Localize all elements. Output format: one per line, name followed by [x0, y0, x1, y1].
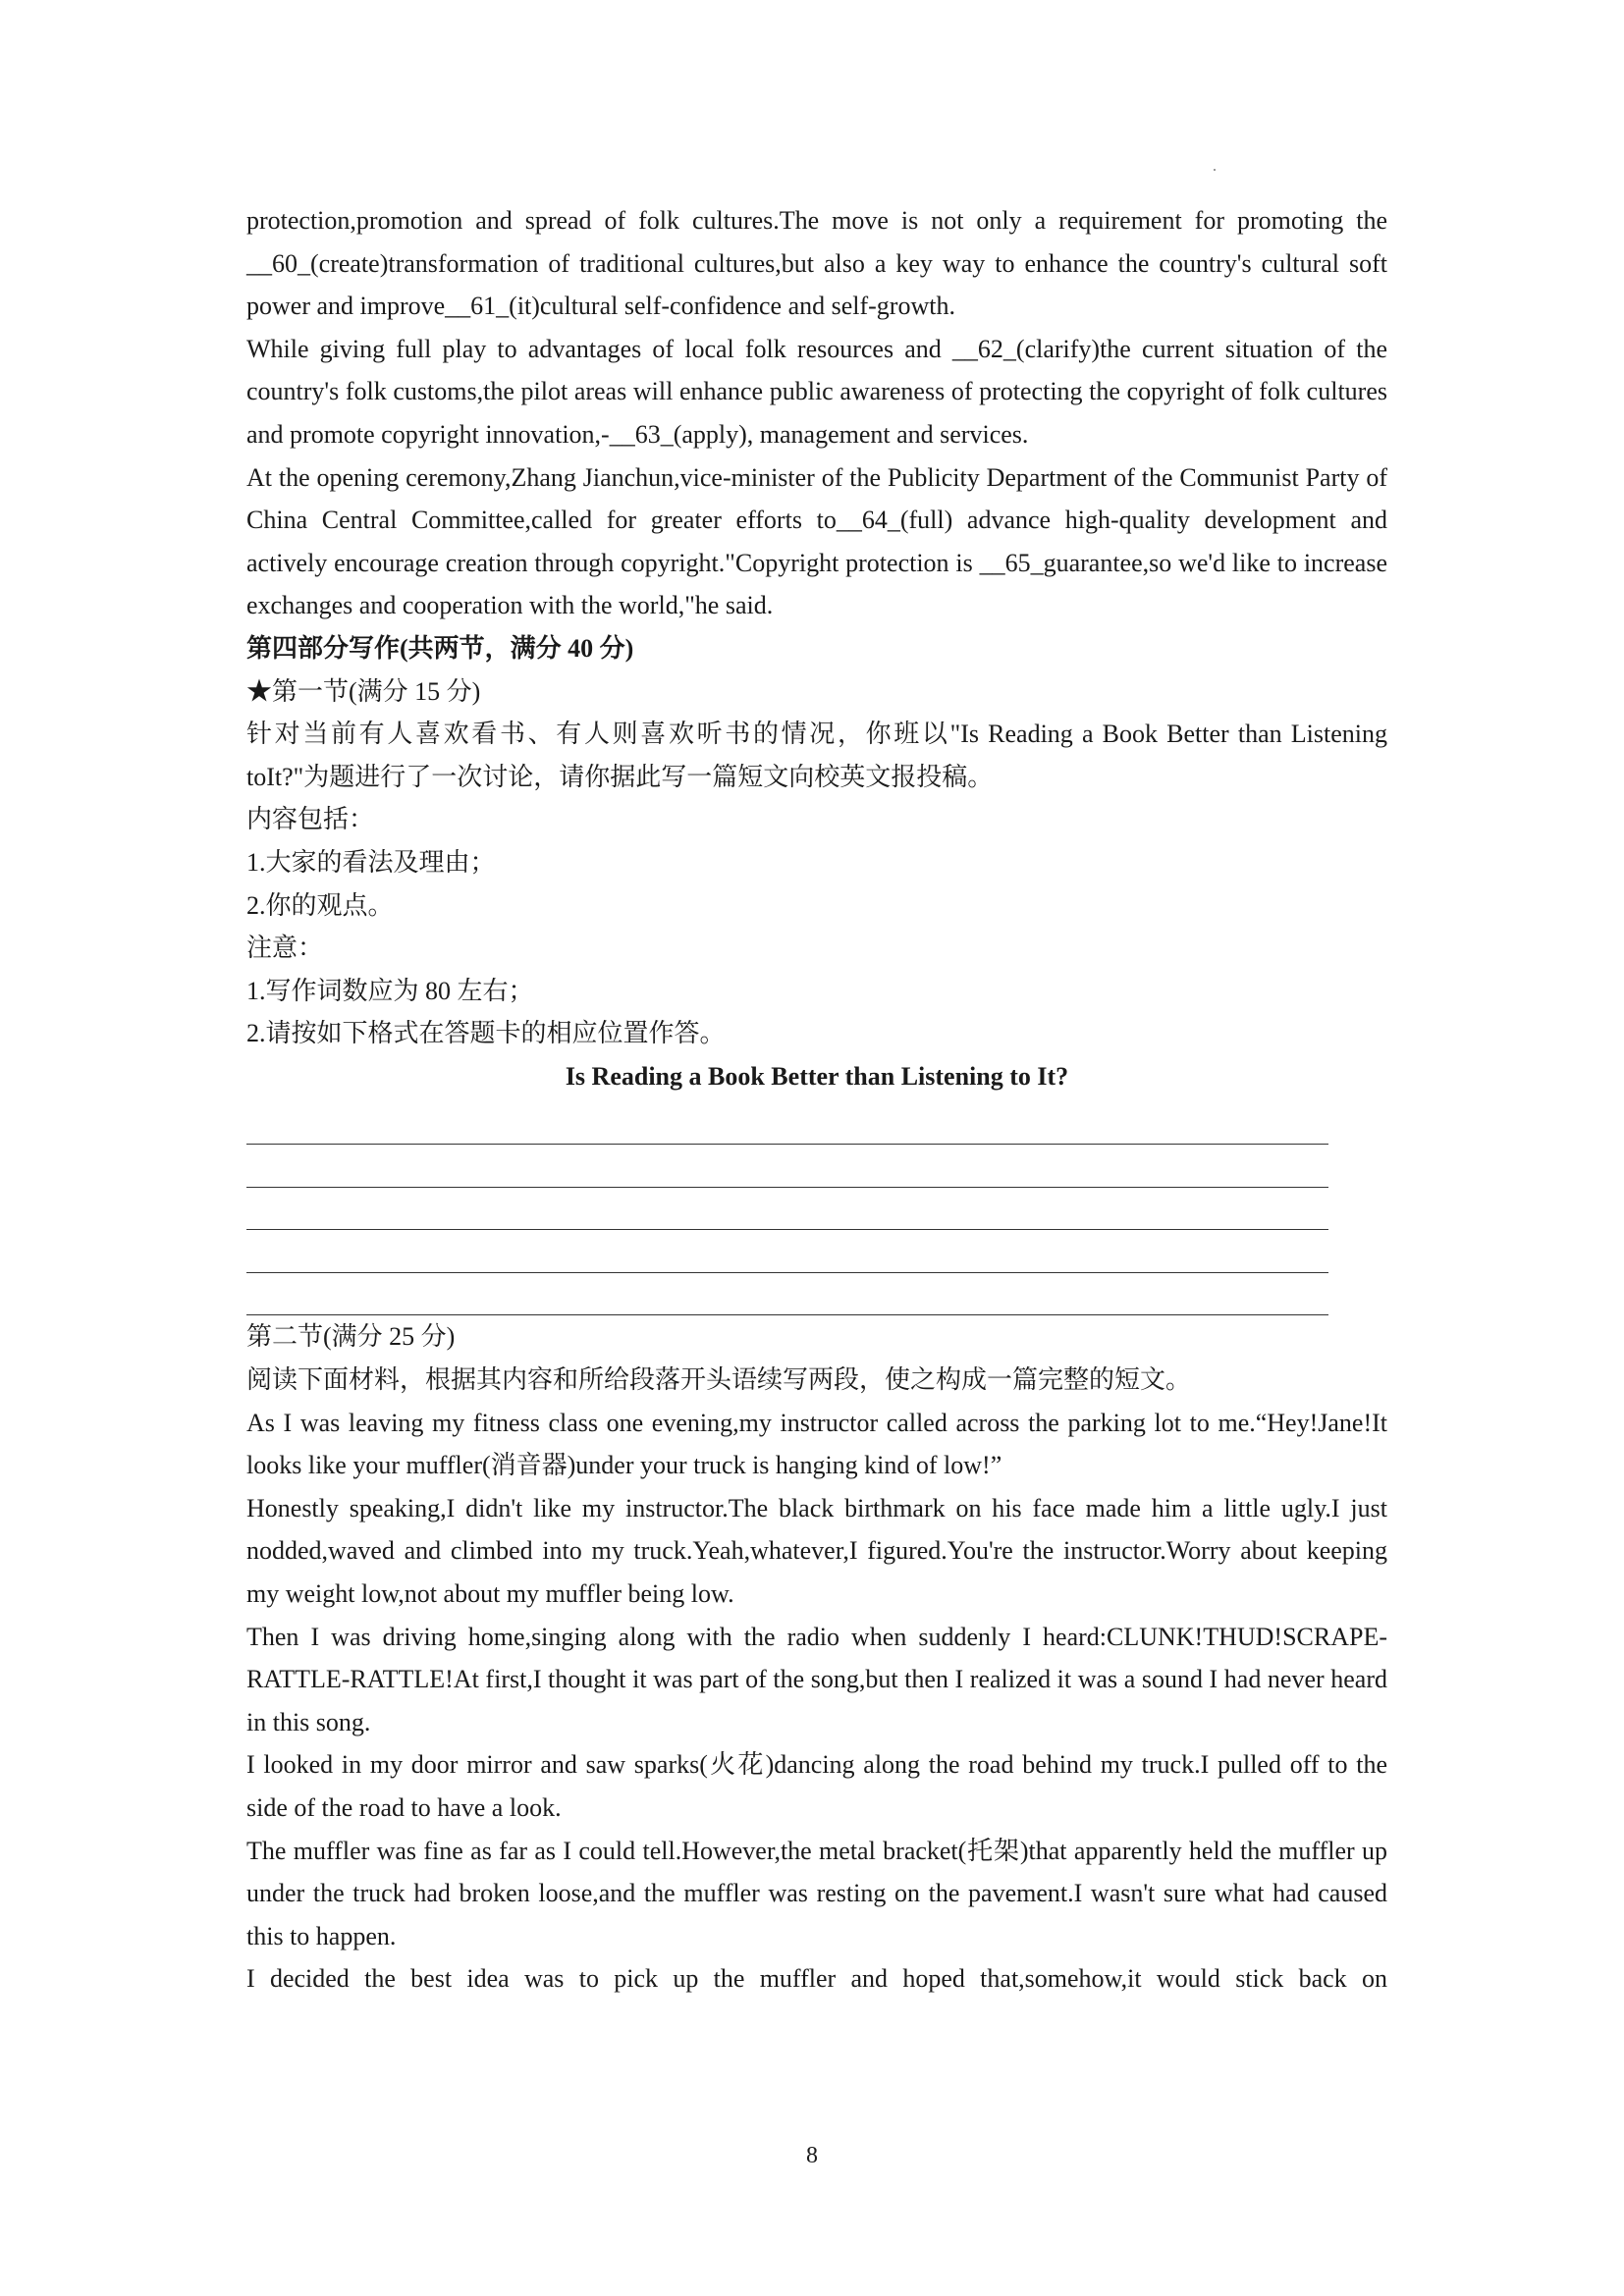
document-page [246, 199, 1387, 2001]
section1-prompt: 针对当前有人喜欢看书、有人则喜欢听书的情况，你班以"Is Reading a Book Better than Listening toIt?"为题进行了一次讨论，请你据此写一篇短文向校英文报投稿。 [246, 720, 1387, 791]
notes-item-1: 1.写作词数应为 80 左右； [246, 976, 534, 1005]
essay-title: Is Reading a Book Better than Listening to It? [565, 1061, 1069, 1091]
answer-line [246, 1273, 1328, 1316]
answer-line [246, 1188, 1328, 1231]
story-paragraph-6: I decided the best idea was to pick up the muffler and hoped that,somehow,it would stick back on [246, 1964, 1387, 1994]
content-item-2: 2.你的观点。 [246, 890, 394, 920]
story-paragraph-1: As I was leaving my fitness class one evening,my instructor called across the parking lot to me.“Hey!Jane!It looks like your muffler(消音器)under your truck is hanging kind of low!” [246, 1408, 1387, 1480]
cloze-paragraph-2: While giving full play to advantages of local folk resources and __62_(clarify)the current situation of the country's folk customs,the pilot areas will enhance public awareness of protecting the copyright of folk cultures and promote copyright innovation,-__63_(apply), management and services. [246, 334, 1387, 449]
page-number: 8 [806, 2143, 818, 2168]
section2-instruction: 阅读下面材料，根据其内容和所给段落开头语续写两段，使之构成一篇完整的短文。 [246, 1365, 1192, 1395]
cloze-paragraph-3: At the opening ceremony,Zhang Jianchun,vice-minister of the Publicity Department of the Communist Party of China Central Committee,called for greater efforts to__64_(full) advance high-quality development and actively encourage creation through copyright."Copyright protection is __65_guarantee,so we'd like to increase exchanges and cooperation with the world,"he said. [246, 462, 1387, 620]
section1-heading: ★第一节(满分 15 分) [246, 676, 481, 706]
story-paragraph-5: The muffler was fine as far as I could tell.However,the metal bracket(托架)that apparently held the muffler up under the truck had broken loose,and the muffler was resting on the pavement.I wasn't sure what had caused this to happen. [246, 1836, 1387, 1950]
notes-label: 注意： [246, 934, 324, 963]
story-paragraph-4: I looked in my door mirror and saw sparks(火花)dancing along the road behind my truck.I pulled off to the side of the road to have a look. [246, 1750, 1387, 1822]
section2-heading: 第二节(满分 25 分) [246, 1322, 456, 1352]
answer-lines [246, 1101, 1328, 1315]
writing-part-heading: 第四部分写作(共两节，满分 40 分) [246, 633, 634, 663]
answer-line [246, 1145, 1328, 1188]
answer-line [246, 1101, 1328, 1145]
answer-line [246, 1230, 1328, 1273]
cloze-paragraph-1: protection,promotion and spread of folk cultures.The move is not only a requirement for promoting the __60_(create)transformation of traditional cultures,but also a key way to enhance the country's cultural soft power and improve__61_(it)cultural self-confidence and self-growth. [246, 206, 1387, 321]
story-paragraph-2: Honestly speaking,I didn't like my instructor.The black birthmark on his face made him a little ugly.I just nodded,waved and climbed into my truck.Yeah,whatever,I figured.You're the instructor.Worry about keeping my weight low,not about my muffler being low. [246, 1493, 1387, 1608]
story-paragraph-3: Then I was driving home,singing along with the radio when suddenly I heard:CLUNK!THUD!SCRAPE-RATTLE-RATTLE!At first,I thought it was part of the song,but then I realized it was a sound I had never heard in this song. [246, 1622, 1387, 1736]
content-label: 内容包括： [246, 805, 375, 834]
notes-item-2: 2.请按如下格式在答题卡的相应位置作答。 [246, 1019, 726, 1048]
scan-dot [1214, 169, 1216, 171]
content-item-1: 1.大家的看法及理由； [246, 847, 496, 877]
